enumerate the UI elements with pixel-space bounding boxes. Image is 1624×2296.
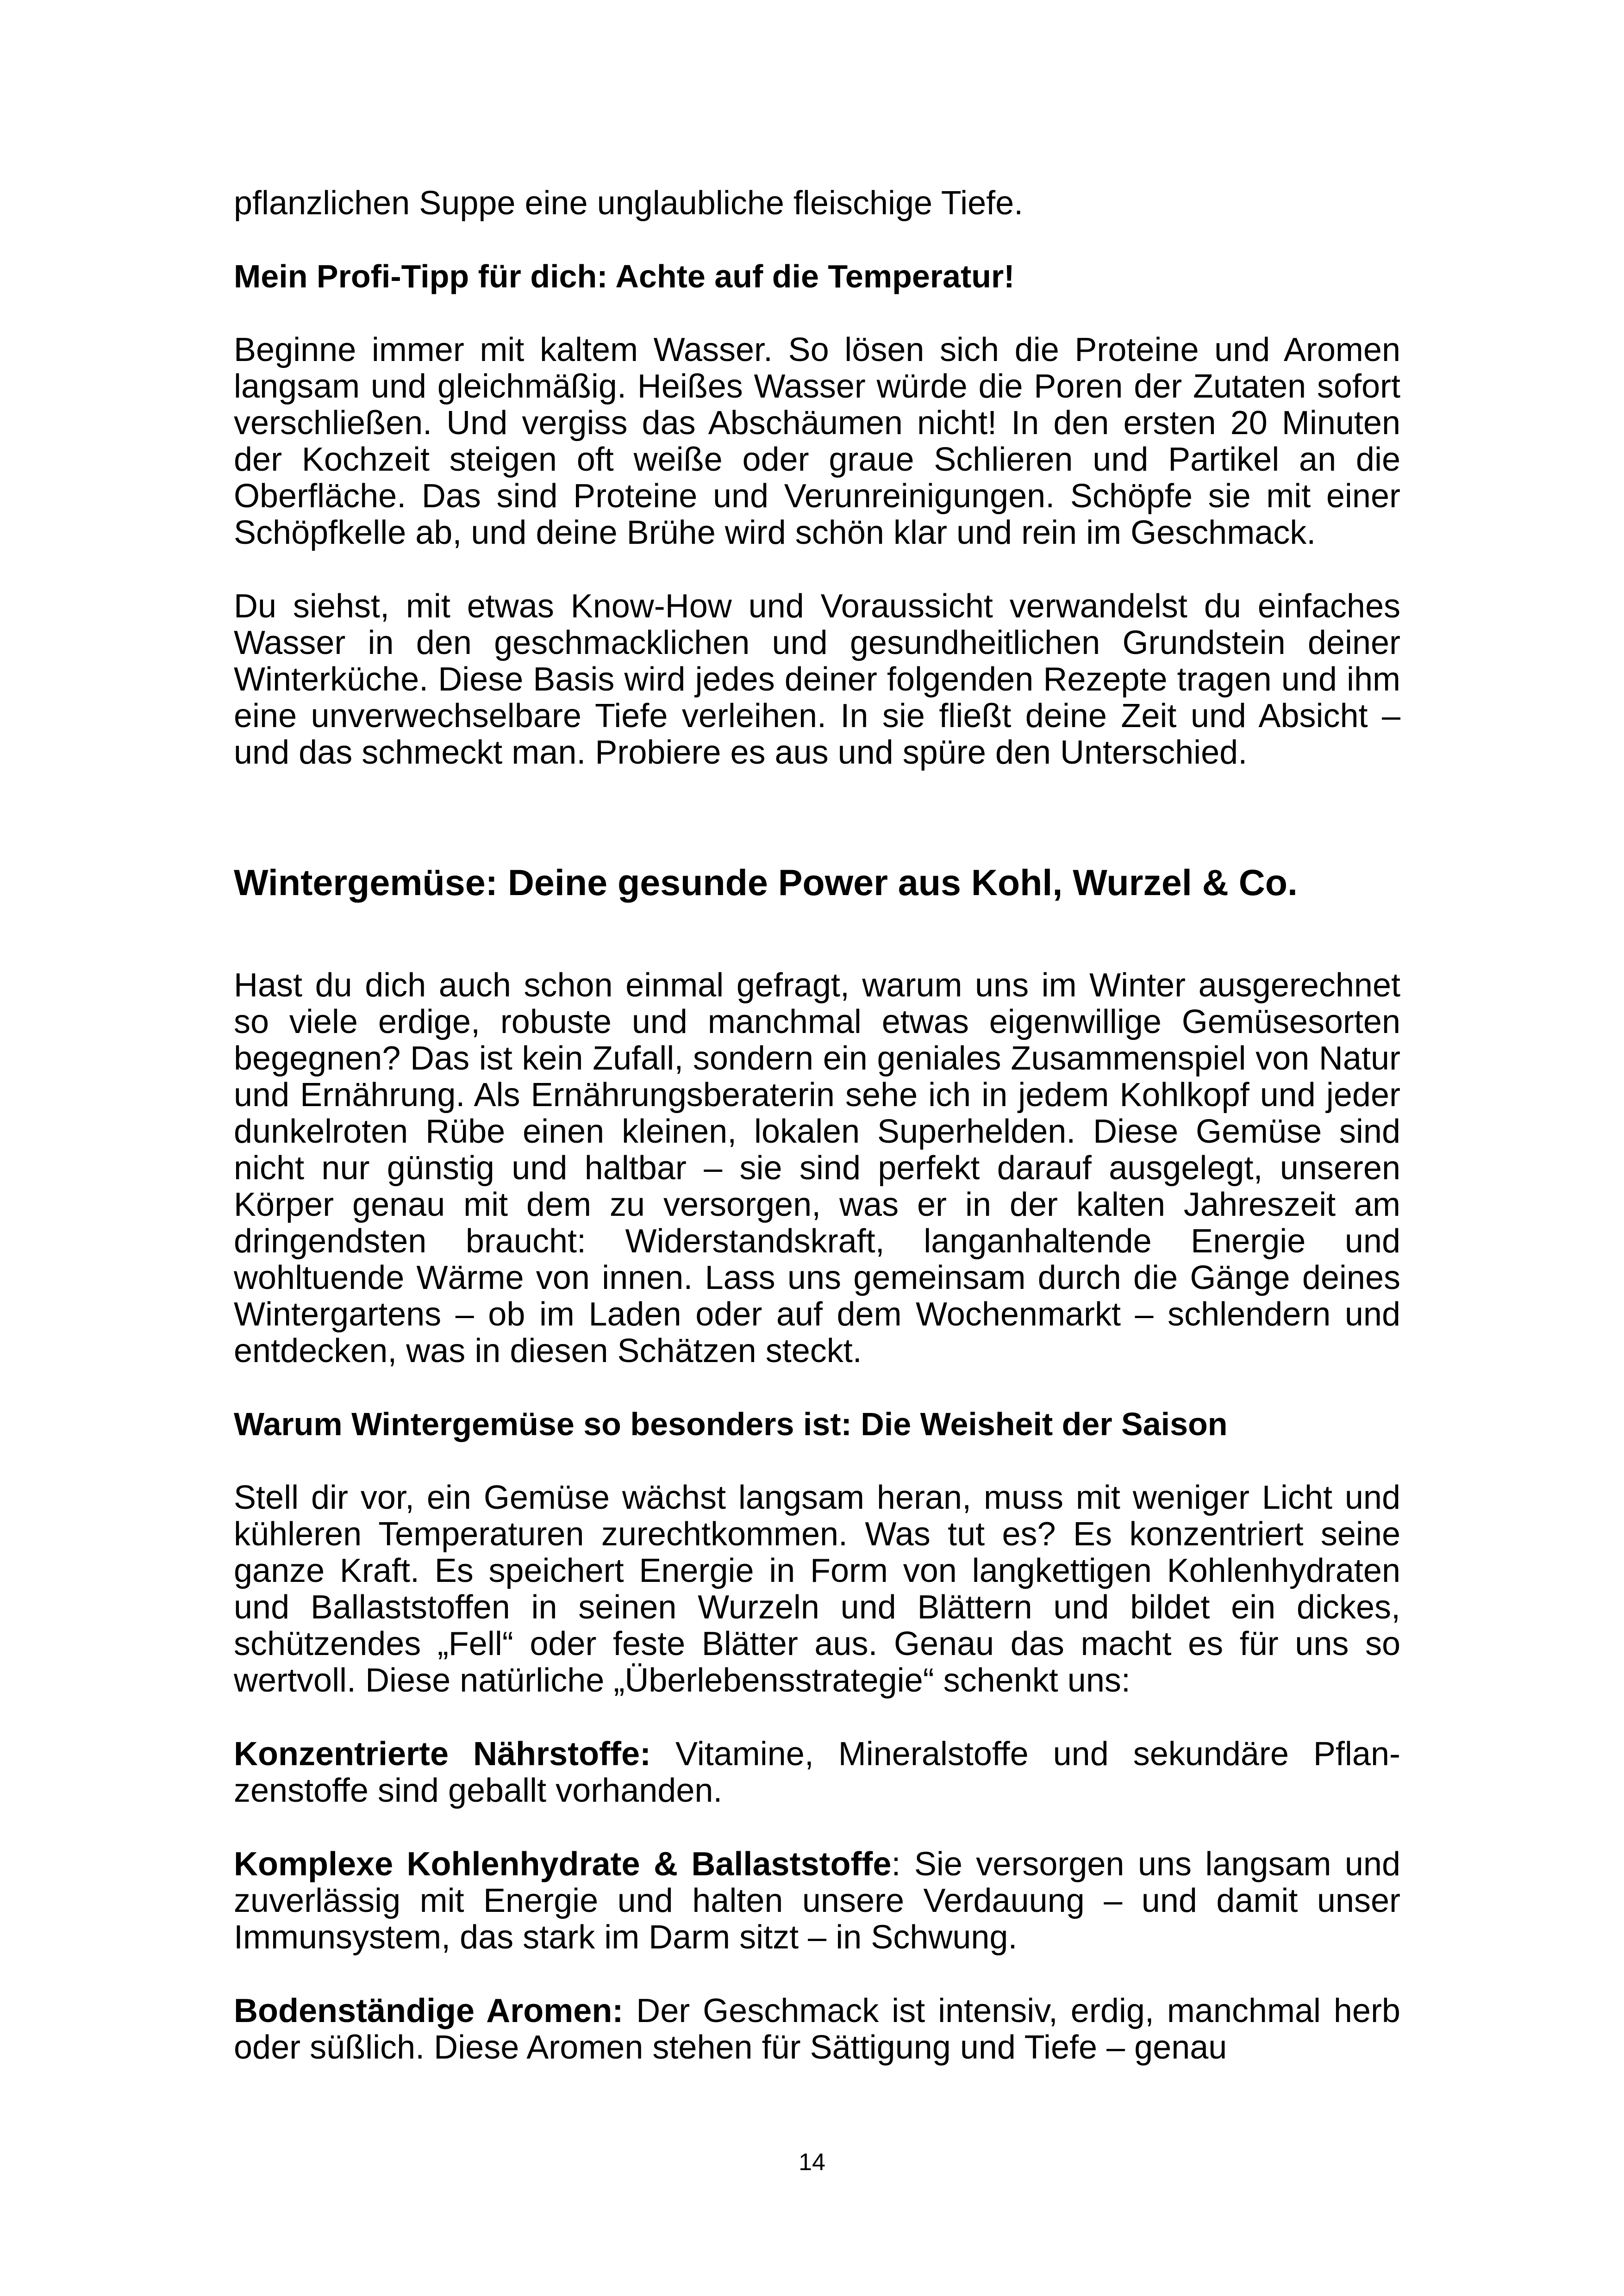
term-label: Konzentrierte Nährstoffe: xyxy=(234,1736,651,1773)
term-description: Vitamine, Mineralstoffe und sekundäre Pflanzenstoffe sind geballt vorhanden. xyxy=(234,1736,1401,1809)
paragraph-soup-ending: pflanzlichen Suppe eine unglaubliche fleischige Tiefe. xyxy=(234,185,1024,222)
term-paragraph-naehrstoffe xyxy=(234,1736,1400,1809)
page-content xyxy=(234,185,1400,2066)
paragraph-intro-wintergemuese: Hast du dich auch schon einmal gefragt, warum uns im Winter ausgerechnet so viele erdige, robuste und manchmal etwas eigenwillige Gemüsesorten begegnen? Das ist kein Zufall, sondern ein geniales Zusammenspiel von Natur und Ernährung. Als Ernährungsberaterin sehe ich in jedem Kohlkopf und jeder dunkelroten Rübe einen kleinen, lokalen Superhelden. Diese Gemüse sind nicht nur günstig und haltbar – sie sind perfekt darauf ausgelegt, unseren Körper genau mit dem zu versorgen, was er in der kalten Jahreszeit am dringendsten braucht: Widerstandskraft, langanhaltende Energie und wohltuende Wärme von innen. Lass uns gemeinsam durch die Gänge deines Wintergartens – ob im Laden oder auf dem Wochenmarkt – schlendern und entdecken, was in diesen Schätzen steckt. xyxy=(234,967,1400,1369)
section-heading-wintergemuese: Wintergemüse: Deine gesunde Power aus Kohl, Wurzel & Co. xyxy=(234,862,1298,903)
term-paragraph-kohlenhydrate xyxy=(234,1846,1400,1956)
subheading-weisheit-der-saison: Warum Wintergemüse so besonders ist: Die Weisheit der Saison xyxy=(234,1406,1228,1442)
paragraph-temperature-tip: Beginne immer mit kaltem Wasser. So lösen sich die Proteine und Aromen langsam und gleichmäßig. Heißes Wasser würde die Poren der Zutaten sofort verschließen. Und vergiss das Abschäumen nicht! In den ersten 20 Minuten der Kochzeit steigen oft weiße oder graue Schlieren und Partikel an die Oberfläche. Das sind Proteine und Verunreinigungen. Schöpfe sie mit einer Schöpfkelle ab, und deine Brühe wird schön klar und rein im Geschmack. xyxy=(234,331,1400,551)
term-paragraph-aromen xyxy=(234,1993,1400,2066)
term-label: Bodenständige Aromen: xyxy=(234,1992,624,2029)
subheading-profi-tipp: Mein Profi-Tipp für dich: Achte auf die Temperatur! xyxy=(234,258,1015,294)
paragraph-weisheit-der-saison: Stell dir vor, ein Gemüse wächst langsam heran, muss mit weniger Licht und kühleren Temperaturen zurechtkommen. Was tut es? Es konzentriert seine ganze Kraft. Es speichert Energie in Form von langkettigen Kohlenhydraten und Ballaststoffen in seinen Wurzeln und Blättern und bildet ein dickes, schützendes „Fell“ oder feste Blätter aus. Genau das macht es für uns so wertvoll. Diese natürliche „Überlebensstrategie“ schenkt uns: xyxy=(234,1479,1400,1699)
page-number: 14 xyxy=(799,2149,825,2176)
term-description: Der Geschmack ist intensiv, erdig, manchmal herb oder süßlich. Diese Aromen stehen für Sättigung und Tiefe – genau xyxy=(234,1992,1400,2066)
paragraph-know-how: Du siehst, mit etwas Know-How und Voraussicht verwandelst du einfaches Wasser in den geschmacklichen und gesundheitlichen Grundstein deiner Winterküche. Diese Basis wird jedes deiner folgenden Rezepte tragen und ihm eine unverwechselbare Tiefe verleihen. In sie fließt deine Zeit und Absicht – und das schmeckt man. Probiere es aus und spüre den Unterschied. xyxy=(234,588,1400,771)
term-label: Komplexe Kohlenhydrate & Ballaststoffe xyxy=(234,1846,892,1883)
term-description: : Sie versorgen uns langsam und zuverlässig mit Energie und halten unsere Verdauung – und damit unser Immunsystem, das stark im Darm sitzt – in Schwung. xyxy=(234,1846,1400,1956)
